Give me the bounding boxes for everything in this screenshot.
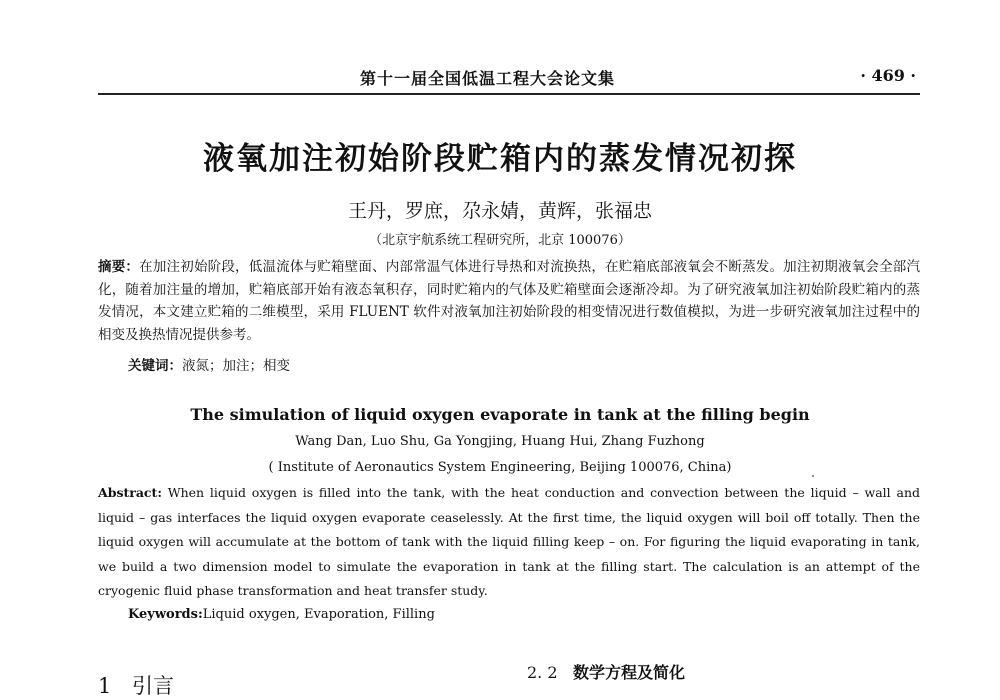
keywords-en-label: Keywords: — [128, 607, 203, 622]
speck-mark — [812, 475, 814, 477]
abstract-en — [98, 481, 920, 604]
abstract-cn-label: 摘要： — [98, 259, 140, 275]
section-1-title: 引言 — [132, 674, 174, 698]
header-rule — [98, 93, 920, 95]
keywords-cn-text: 液氮；加注；相变 — [182, 358, 290, 374]
abstract-en-label: Abstract: — [98, 485, 162, 500]
keywords-en — [128, 607, 435, 622]
section-1-heading — [98, 670, 174, 700]
authors-en: Wang Dan, Luo Shu, Ga Yongjing, Huang Hui, Zhang Fuzhong — [295, 434, 705, 449]
keywords-en-text: Liquid oxygen, Evaporation, Filling — [202, 607, 435, 622]
affiliation-en: ( Institute of Aeronautics System Engineering, Beijing 100076, China) — [268, 460, 732, 475]
paper-title-en: The simulation of liquid oxygen evaporate in tank at the filling begin — [190, 405, 810, 424]
section-2-2-number: 2. 2 — [527, 663, 558, 682]
affiliation-cn: （北京宇航系统工程研究所，北京 100076） — [369, 233, 631, 248]
conference-title: 第十一届全国低温工程大会论文集 — [360, 69, 616, 88]
abstract-cn — [98, 256, 920, 346]
authors-cn: 王丹，罗庶，尕永婧，黄辉，张福忠 — [347, 200, 652, 222]
section-1-number: 1 — [98, 674, 112, 698]
abstract-en-text: When liquid oxygen is filled into the tank, with the heat conduction and convection between the liquid – wall and liquid – gas interfaces the liquid oxygen evaporate ceaselessly. At the first time, the liquid oxygen will boil off totally. Then the liquid oxygen will accumulate at the bottom of tank with the liquid filling keep – on. For figuring the liquid evaporating in tank, we build a two dimension model to simulate the evaporation in tank at the filling start. The calculation is an attempt of the cryogenic fluid phase transformation and heat transfer study. — [98, 485, 920, 598]
keywords-cn — [128, 354, 290, 374]
keywords-cn-label: 关键词： — [128, 358, 182, 374]
page-number: · 469 · — [860, 66, 916, 85]
abstract-cn-text: 在加注初始阶段，低温流体与贮箱壁面、内部常温气体进行导热和对流换热，在贮箱底部液氧会不断蒸发。加注初期液氧会全部汽化，随着加注量的增加，贮箱底部开始有液态氧积存，同时贮箱内的气体及贮箱壁面会逐渐冷却。为了研究液氧加注初始阶段贮箱内的蒸发情况，本文建立贮箱的二维模型，采用 FLUENT 软件对液氧加注初始阶段的相变情况进行数值模拟，为进一步研究液氧加注过程中的相变及换热情况提供参考。 — [98, 259, 921, 343]
running-header — [98, 66, 920, 92]
section-2-2-title: 数学方程及简化 — [573, 663, 686, 682]
section-2-2-heading — [527, 660, 685, 683]
paper-title-cn: 液氧加注初始阶段贮箱内的蒸发情况初探 — [203, 141, 797, 177]
